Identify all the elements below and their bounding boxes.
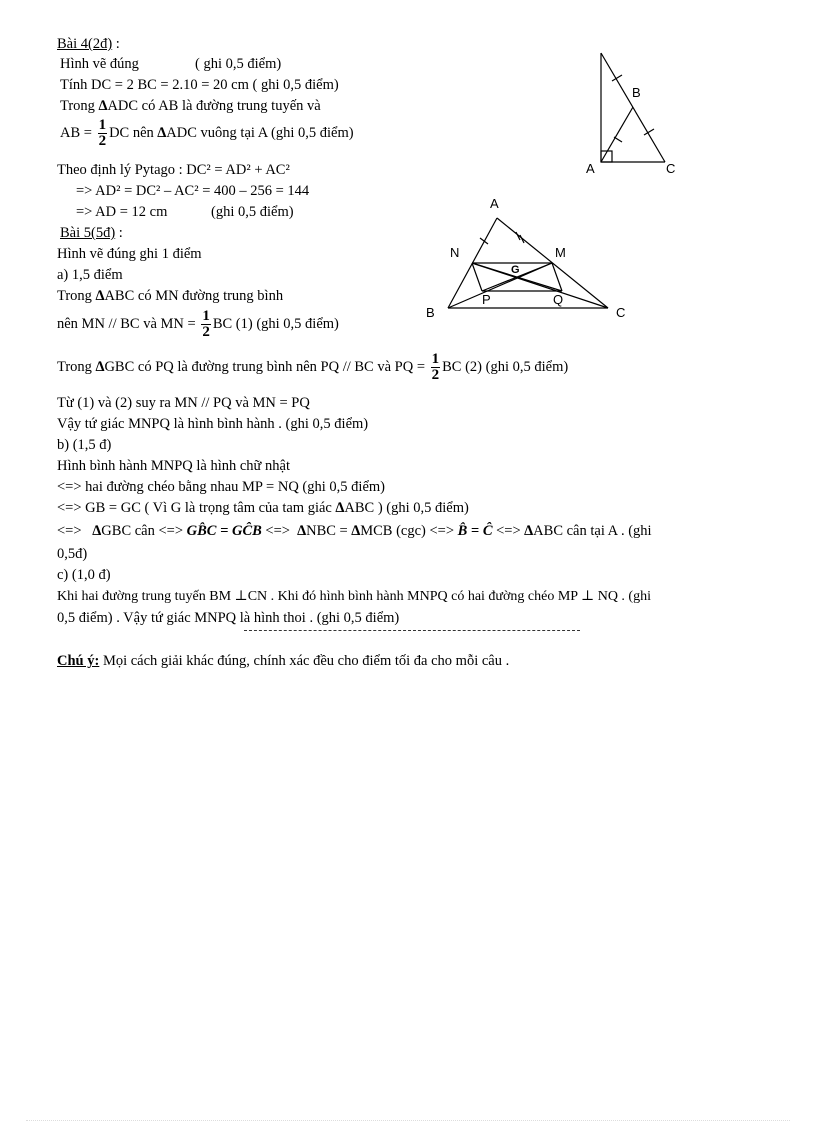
- bai5-line-13: 0,5đ): [57, 546, 88, 562]
- bai4-line-7b: (ghi 0,5 điểm): [211, 204, 294, 220]
- label-b: B: [632, 85, 641, 100]
- label-q: Q: [553, 292, 564, 307]
- bai5-l5c: BC (2) (ghi 0,5 điểm): [442, 358, 569, 375]
- bai4-line-6: => AD² = DC² – AC² = 400 – 256 = 144: [76, 183, 310, 199]
- triangle-symbol: ∆: [95, 288, 105, 304]
- label-m: M: [555, 245, 566, 260]
- bai4-line-3: [60, 97, 321, 115]
- bai5-l5b: GBC có PQ là đường trung bình nên PQ // BC và PQ =: [104, 358, 425, 375]
- label-p: P: [482, 292, 491, 307]
- bai5-line-11: [57, 499, 469, 517]
- bai5-l12h: <=>: [496, 523, 521, 539]
- bai5-colon: :: [115, 225, 123, 241]
- bai4-l3b: ADC có AB là đường trung tuyến và: [107, 98, 321, 114]
- bai5-line-heading: [60, 224, 123, 242]
- triangle-symbol: ∆: [524, 523, 534, 539]
- triangle-symbol: ∆: [335, 500, 345, 516]
- triangle-symbol: ∆: [157, 124, 167, 141]
- bai4-l4c: ADC vuông tại A (ghi 0,5 điểm): [166, 124, 354, 141]
- label-c: C: [666, 161, 676, 176]
- bai5-line-4: [57, 309, 339, 340]
- bai4-l4a: AB =: [60, 124, 92, 141]
- bai5-line-15: Khi hai đường trung tuyến BM ⊥CN . Khi đó hình bình hành MNPQ có hai đường chéo MP ⊥ NQ . (ghi: [57, 589, 651, 604]
- triangle-symbol: ∆: [351, 523, 361, 539]
- bai4-line-7a: => AD = 12 cm: [76, 204, 168, 220]
- fraction-one-half: $\frac{1}{2}$: [202, 308, 210, 340]
- label-g: G: [511, 264, 520, 276]
- median-ab: [601, 107, 633, 162]
- bai4-l3a: Trong: [60, 98, 95, 114]
- bai5-line-5: [57, 352, 568, 383]
- bai5-l12e: NBC =: [306, 523, 348, 539]
- bai4-line-5: Theo định lý Pytago : DC² = AD² + AC²: [57, 162, 290, 178]
- label-a: A: [490, 196, 499, 211]
- bai4-line-4: [60, 118, 354, 149]
- triangle-symbol: ∆: [98, 98, 108, 114]
- bai5-l12i: ABC cân tại A . (ghi: [533, 523, 652, 539]
- bai4-line-heading: [57, 35, 120, 53]
- bai5-line-1: Hình vẽ đúng ghi 1 điểm: [57, 246, 202, 262]
- label-a: A: [586, 161, 595, 176]
- bai4-line-1b: ( ghi 0,5 điểm): [195, 56, 282, 72]
- bai5-line-8: b) (1,5 đ): [57, 437, 112, 453]
- bai4-colon: :: [112, 36, 120, 52]
- note-label: Chú ý:: [57, 653, 100, 669]
- bai5-line-14: c) (1,0 đ): [57, 567, 111, 583]
- triangle-symbol: ∆: [92, 523, 102, 539]
- bai5-l12f: MCB (cgc) <=>: [360, 523, 455, 539]
- bai5-l11b: ABC ) (ghi 0,5 điểm): [344, 500, 469, 516]
- bai5-line-2: a) 1,5 điểm: [57, 267, 123, 283]
- bai4-heading: Bài 4(2đ): [57, 36, 113, 52]
- bai5-l3a: Trong: [57, 288, 92, 304]
- bai5-heading: Bài 5(5đ): [60, 225, 116, 241]
- figure-right-triangle: [580, 45, 690, 180]
- note-line: [57, 652, 509, 670]
- triangle-symbol: ∆: [297, 523, 307, 539]
- bai5-l4a: nên MN // BC và MN =: [57, 315, 196, 332]
- bai5-l12d: <=>: [265, 523, 290, 539]
- bai5-l3b: ABC có MN đường trung bình: [104, 288, 284, 304]
- bai5-l12b: GBC cân <=>: [101, 523, 184, 539]
- page-bottom-rule: [26, 1120, 790, 1121]
- bai4-line-1a: Hình vẽ đúng: [60, 56, 139, 72]
- tick-mark: [614, 137, 622, 142]
- bai4-line-2: Tính DC = 2 BC = 2.10 = 20 cm ( ghi 0,5 điểm): [60, 77, 339, 93]
- bai5-line-3: [57, 287, 283, 305]
- angle-equality-gbc-gcb: GB̂C = GĈB: [186, 523, 262, 539]
- section-divider: [244, 630, 580, 631]
- label-n: N: [450, 245, 460, 260]
- note-text: Mọi cách giải khác đúng, chính xác đều cho điểm tối đa cho mỗi câu .: [99, 653, 510, 669]
- bai5-l11a: <=> GB = GC ( Vì G là trọng tâm của tam giác: [57, 500, 332, 516]
- bai5-line-7: Vậy tứ giác MNPQ là hình bình hành . (ghi 0,5 điểm): [57, 416, 369, 432]
- angle-equality-b-c: B̂ = Ĉ: [457, 523, 493, 539]
- label-c: C: [616, 305, 626, 320]
- bai4-l4b: DC nên: [109, 124, 154, 141]
- fraction-one-half: $\frac{1}{2}$: [431, 351, 440, 383]
- bai5-line-6: Từ (1) và (2) suy ra MN // PQ và MN = PQ: [57, 395, 310, 411]
- bai5-l5a: Trong: [57, 358, 92, 375]
- triangle-symbol: ∆: [95, 358, 105, 375]
- bai5-l4b: BC (1) (ghi 0,5 điểm): [212, 315, 339, 332]
- bai5-line-16: 0,5 điểm) . Vậy tứ giác MNPQ là hình thoi . (ghi 0,5 điểm): [57, 610, 400, 626]
- figure-triangle-abc: [420, 190, 640, 325]
- bai5-line-12: [57, 522, 652, 540]
- label-b: B: [426, 305, 435, 320]
- bai5-l12a: <=>: [57, 523, 82, 539]
- bai5-line-10: <=> hai đường chéo bằng nhau MP = NQ (ghi 0,5 điểm): [57, 479, 385, 495]
- segment-np: [472, 263, 482, 291]
- fraction-one-half: $\frac{1}{2}$: [98, 117, 107, 149]
- bai5-line-9: Hình bình hành MNPQ là hình chữ nhật: [57, 458, 290, 474]
